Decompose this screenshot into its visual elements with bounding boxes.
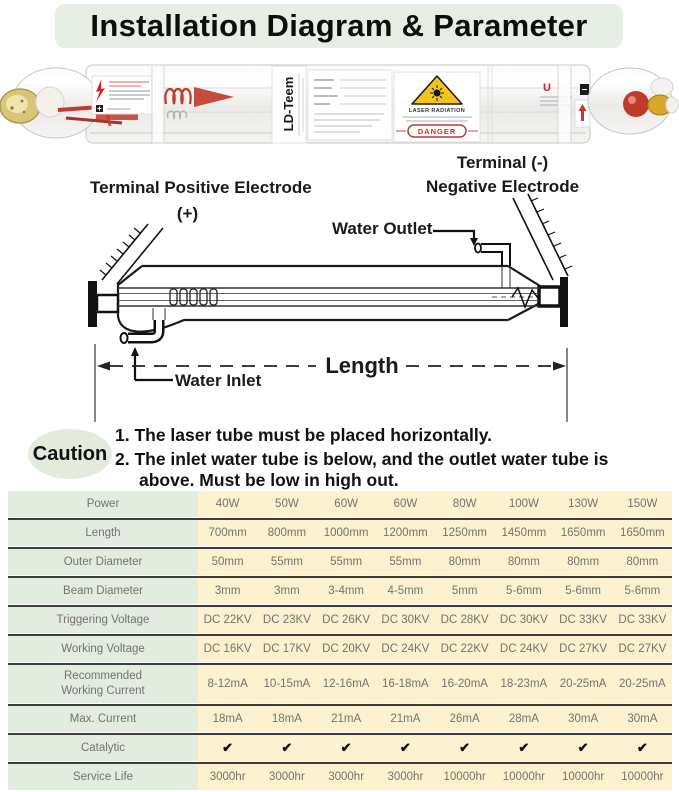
table-row (8, 663, 672, 703)
table-cell: DC 24KV (494, 636, 553, 662)
spec-label (308, 70, 392, 140)
table-cell: 60W (376, 491, 435, 517)
table-row (8, 762, 672, 790)
table-cell: 800mm (257, 520, 316, 546)
caution-section (0, 418, 679, 490)
row-label (8, 636, 198, 662)
laser-warning-label (394, 72, 480, 142)
table-cell: 55mm (257, 549, 316, 575)
table-row (8, 605, 672, 633)
table-cell: DC 30KV (494, 607, 553, 633)
table-cell: 80mm (494, 549, 553, 575)
row-label-text: Working Voltage (61, 642, 145, 655)
table-cell: 16-18mA (376, 665, 435, 703)
table-cell: DC 22KV (435, 636, 494, 662)
table-cell: 1250mm (435, 520, 494, 546)
brand-text: LD-Teem (281, 76, 296, 132)
table-cell: 100W (494, 491, 553, 517)
table-cell: 1650mm (613, 520, 672, 546)
label-terminal-positive: Terminal Positive Electrode (90, 178, 312, 197)
check-icon: ✔ (317, 735, 376, 761)
check-icon: ✔ (198, 735, 257, 761)
installation-diagram (0, 150, 679, 424)
glass-joint-ring-right (558, 65, 571, 143)
table-row (8, 547, 672, 575)
check-icon: ✔ (494, 735, 553, 761)
output-window (539, 287, 560, 306)
table-cell: 3000hr (198, 764, 257, 790)
table-row (8, 491, 672, 517)
table-cell: DC 27KV (613, 636, 672, 662)
table-cell: 18mA (257, 706, 316, 732)
table-cell: 5mm (435, 578, 494, 604)
row-label (8, 665, 198, 703)
table-cell: 3000hr (376, 764, 435, 790)
row-label-text: Length (85, 526, 121, 539)
row-label-text: Max. Current (69, 712, 137, 725)
row-label (8, 491, 198, 517)
left-terminal-stem (97, 295, 118, 312)
table-cell: 150W (613, 491, 672, 517)
row-label-text: Triggering Voltage (56, 613, 150, 626)
label-negative-electrode: Negative Electrode (425, 177, 580, 196)
check-icon: ✔ (554, 735, 613, 761)
table-cell: 40W (198, 491, 257, 517)
table-cell: 26mA (435, 706, 494, 732)
table-cell: DC 20KV (317, 636, 376, 662)
table-cell: 20-25mA (554, 665, 613, 703)
table-cell: 8-12mA (198, 665, 257, 703)
row-label (8, 706, 198, 732)
row-label (8, 549, 198, 575)
row-label (8, 607, 198, 633)
table-cell: DC 33KV (613, 607, 672, 633)
table-cell: 80mm (435, 549, 494, 575)
brand-label (272, 66, 306, 143)
table-cell: 1000mm (317, 520, 376, 546)
table-row (8, 518, 672, 546)
u-mark-text: U (543, 82, 551, 94)
table-row (8, 634, 672, 662)
check-icon: ✔ (376, 735, 435, 761)
caution-badge: Caution (28, 429, 112, 479)
table-cell: 3000hr (317, 764, 376, 790)
table-cell: 50mm (198, 549, 257, 575)
page-title: Installation Diagram & Parameter (55, 4, 623, 48)
table-cell: 21mA (376, 706, 435, 732)
red-dome (623, 91, 649, 117)
table-cell: 1200mm (376, 520, 435, 546)
table-cell: 55mm (376, 549, 435, 575)
table-cell: 80mm (613, 549, 672, 575)
table-cell: 10-15mA (257, 665, 316, 703)
check-icon: ✔ (257, 735, 316, 761)
table-cell: 18-23mA (494, 665, 553, 703)
table-cell: 5-6mm (554, 578, 613, 604)
table-cell: 12-16mA (317, 665, 376, 703)
table-cell: 16-20mA (435, 665, 494, 703)
param-table (8, 491, 672, 790)
negative-wire (513, 194, 572, 280)
label-terminal-negative: Terminal (-) (456, 153, 549, 172)
row-label (8, 578, 198, 604)
zigzag (512, 288, 538, 307)
table-cell: 21mA (317, 706, 376, 732)
table-cell: 60W (317, 491, 376, 517)
table-cell: DC 23KV (257, 607, 316, 633)
table-cell: 80mm (554, 549, 613, 575)
row-label (8, 764, 198, 790)
table-cell: 18mA (198, 706, 257, 732)
label-water-inlet: Water Inlet (175, 371, 262, 390)
table-cell: 10000hr (613, 764, 672, 790)
coil-marks (170, 289, 217, 305)
row-label-text: Recommended Working Current (61, 670, 145, 697)
row-label-text: Beam Diameter (63, 584, 143, 597)
table-cell: 30mA (554, 706, 613, 732)
table-cell: 3-4mm (317, 578, 376, 604)
table-cell: 10000hr (494, 764, 553, 790)
laser-tube-photo (0, 60, 679, 150)
row-label (8, 735, 198, 761)
label-water-outlet: Water Outlet (332, 219, 433, 238)
right-terminal-bar (560, 277, 568, 327)
table-cell: 28mA (494, 706, 553, 732)
row-label-text: Outer Diameter (63, 555, 143, 568)
glass-joint-ring (152, 65, 164, 143)
label-positive-sign: (+) (176, 204, 199, 223)
table-row (8, 576, 672, 604)
table-cell: 55mm (317, 549, 376, 575)
table-cell: 5-6mm (494, 578, 553, 604)
table-cell: DC 26KV (317, 607, 376, 633)
label-length: Length (325, 353, 399, 378)
row-label-text: Service Life (72, 770, 134, 783)
left-warning-label (92, 76, 155, 114)
ceramic-ring (36, 87, 64, 117)
table-cell: 1650mm (554, 520, 613, 546)
check-icon: ✔ (435, 735, 494, 761)
caution-item-2: 2. The inlet water tube is below, and the outlet water tube is above. Must be low in high out. (115, 449, 609, 491)
table-cell: 700mm (198, 520, 257, 546)
caution-item-1: 1. The laser tube must be placed horizontally. (115, 425, 492, 445)
table-cell: 10000hr (435, 764, 494, 790)
table-cell: 80W (435, 491, 494, 517)
table-cell: DC 28KV (435, 607, 494, 633)
row-label (8, 520, 198, 546)
table-row (8, 733, 672, 761)
table-cell: DC 16KV (198, 636, 257, 662)
table-cell: 50W (257, 491, 316, 517)
outlet-arrow (433, 231, 478, 246)
table-cell: 1450mm (494, 520, 553, 546)
table-cell: 3mm (257, 578, 316, 604)
table-row (8, 704, 672, 732)
table-cell: 3mm (198, 578, 257, 604)
table-cell: 4-5mm (376, 578, 435, 604)
row-label-text: Catalytic (80, 741, 126, 754)
table-cell: DC 30KV (376, 607, 435, 633)
table-cell: 130W (554, 491, 613, 517)
table-cell: 5-6mm (613, 578, 672, 604)
table-cell: DC 22KV (198, 607, 257, 633)
row-label-text: Power (86, 497, 120, 510)
table-cell: DC 24KV (376, 636, 435, 662)
table-cell: DC 17KV (257, 636, 316, 662)
table-cell: DC 33KV (554, 607, 613, 633)
laser-radiation-text: LASER RADIATION (408, 108, 466, 114)
table-cell: 3000hr (257, 764, 316, 790)
inlet-arrow (131, 347, 173, 380)
table-cell: 10000hr (554, 764, 613, 790)
table-cell: 30mA (613, 706, 672, 732)
table-cell: DC 27KV (554, 636, 613, 662)
danger-text: DANGER (417, 127, 457, 136)
check-icon: ✔ (613, 735, 672, 761)
left-terminal-bar (88, 281, 97, 327)
table-cell: 20-25mA (613, 665, 672, 703)
